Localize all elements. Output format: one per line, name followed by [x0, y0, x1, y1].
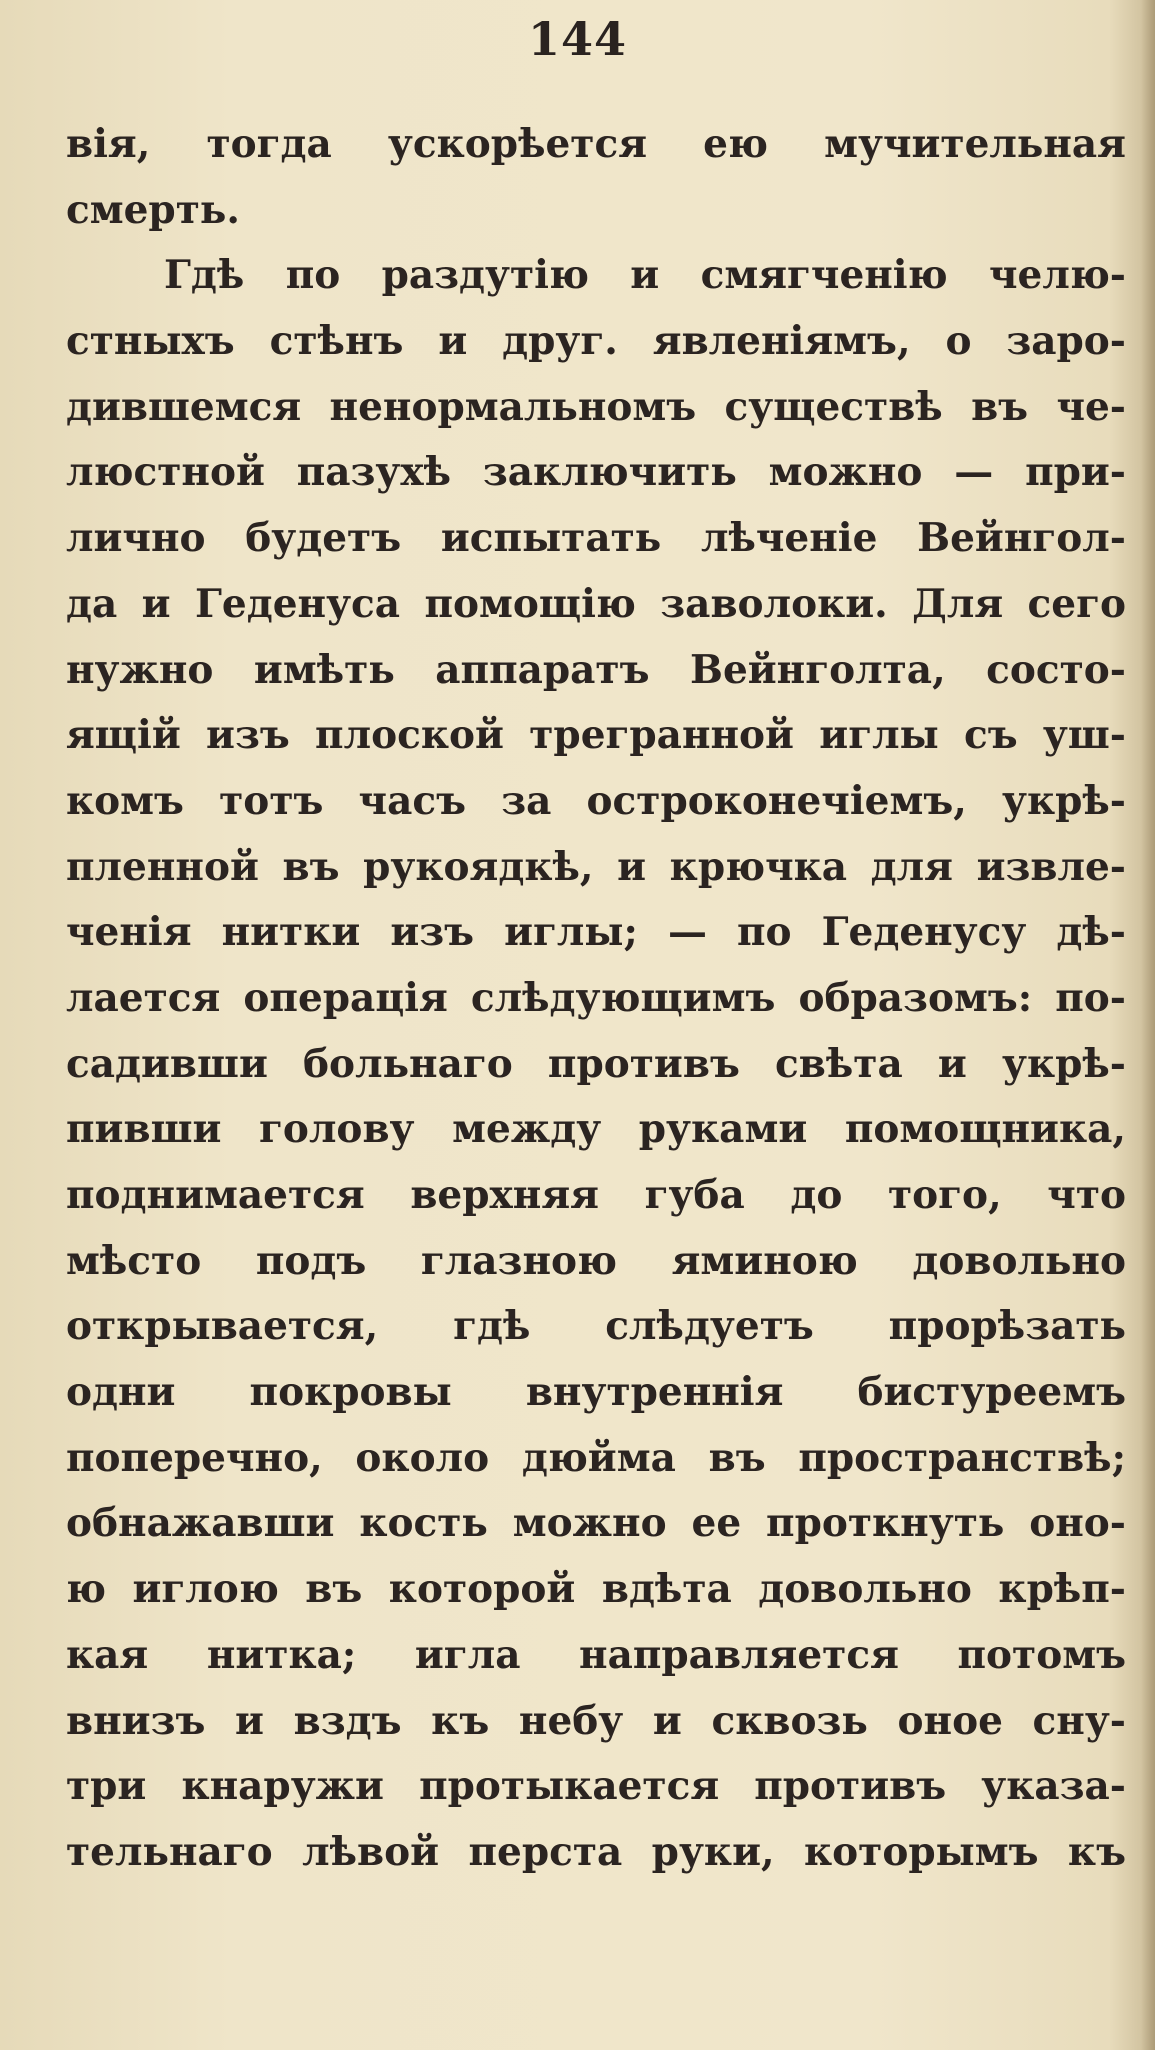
body-text — [66, 112, 1126, 1886]
text-line: садивши больнаго противъ свѣта и укрѣ- — [66, 1040, 1126, 1087]
text-line: одни покровы внутреннія бистуреемъ — [66, 1369, 1126, 1416]
text-line: кая нитка; игла направляется потомъ — [66, 1631, 1126, 1678]
text-line: люстной пазухѣ заключить можно — при- — [66, 449, 1126, 496]
text-line: стныхъ стѣнъ и друг. явленіямъ, о заро- — [66, 318, 1126, 365]
text-line: Гдѣ по раздутію и смягченію челю- — [164, 252, 1126, 299]
text-line: лается операція слѣдующимъ образомъ: по- — [66, 974, 1126, 1021]
text-line: комъ тотъ часъ за остроконечіемъ, укрѣ- — [66, 777, 1126, 824]
text-line: смерть. — [66, 186, 240, 233]
text-line: нужно имѣть аппаратъ Вейнголта, состо- — [66, 646, 1126, 693]
text-line: тельнаго лѣвой перста руки, которымъ къ — [66, 1828, 1126, 1875]
text-line: ченія нитки изъ иглы; — по Геденусу дѣ- — [66, 909, 1126, 956]
text-line: дившемся ненормальномъ существѣ въ че- — [66, 383, 1126, 430]
text-line: да и Геденуса помощію заволоки. Для сего — [66, 580, 1126, 627]
text-line: открывается, гдѣ слѣдуетъ прорѣзать — [66, 1303, 1126, 1350]
text-line: ю иглою въ которой вдѣта довольно крѣп- — [66, 1566, 1126, 1613]
text-line: три кнаружи протыкается противъ указа- — [66, 1763, 1126, 1810]
text-line: пленной въ рукоядкѣ, и крючка для извле- — [66, 843, 1126, 890]
page-edge-shadow — [1141, 0, 1155, 2050]
text-line: внизъ и вздъ къ небу и сквозь оное сну- — [66, 1697, 1126, 1744]
text-line: ящій изъ плоской трегранной иглы съ уш- — [66, 712, 1126, 759]
text-line: поперечно, около дюйма въ пространствѣ; — [66, 1434, 1126, 1481]
text-line: поднимается верхняя губа до того, что — [66, 1172, 1126, 1218]
text-line: вія, тогда ускорѣется ею мучительная — [66, 121, 1126, 167]
page-number: 144 — [527, 12, 628, 66]
text-line: обнажавши кость можно ее проткнуть оно- — [66, 1500, 1126, 1547]
text-line: пивши голову между руками помощника, — [66, 1106, 1126, 1153]
text-line: мѣсто подъ глазною яминою довольно — [66, 1237, 1126, 1284]
text-line: лично будетъ испытать лѣченіе Вейнгол- — [66, 515, 1126, 562]
